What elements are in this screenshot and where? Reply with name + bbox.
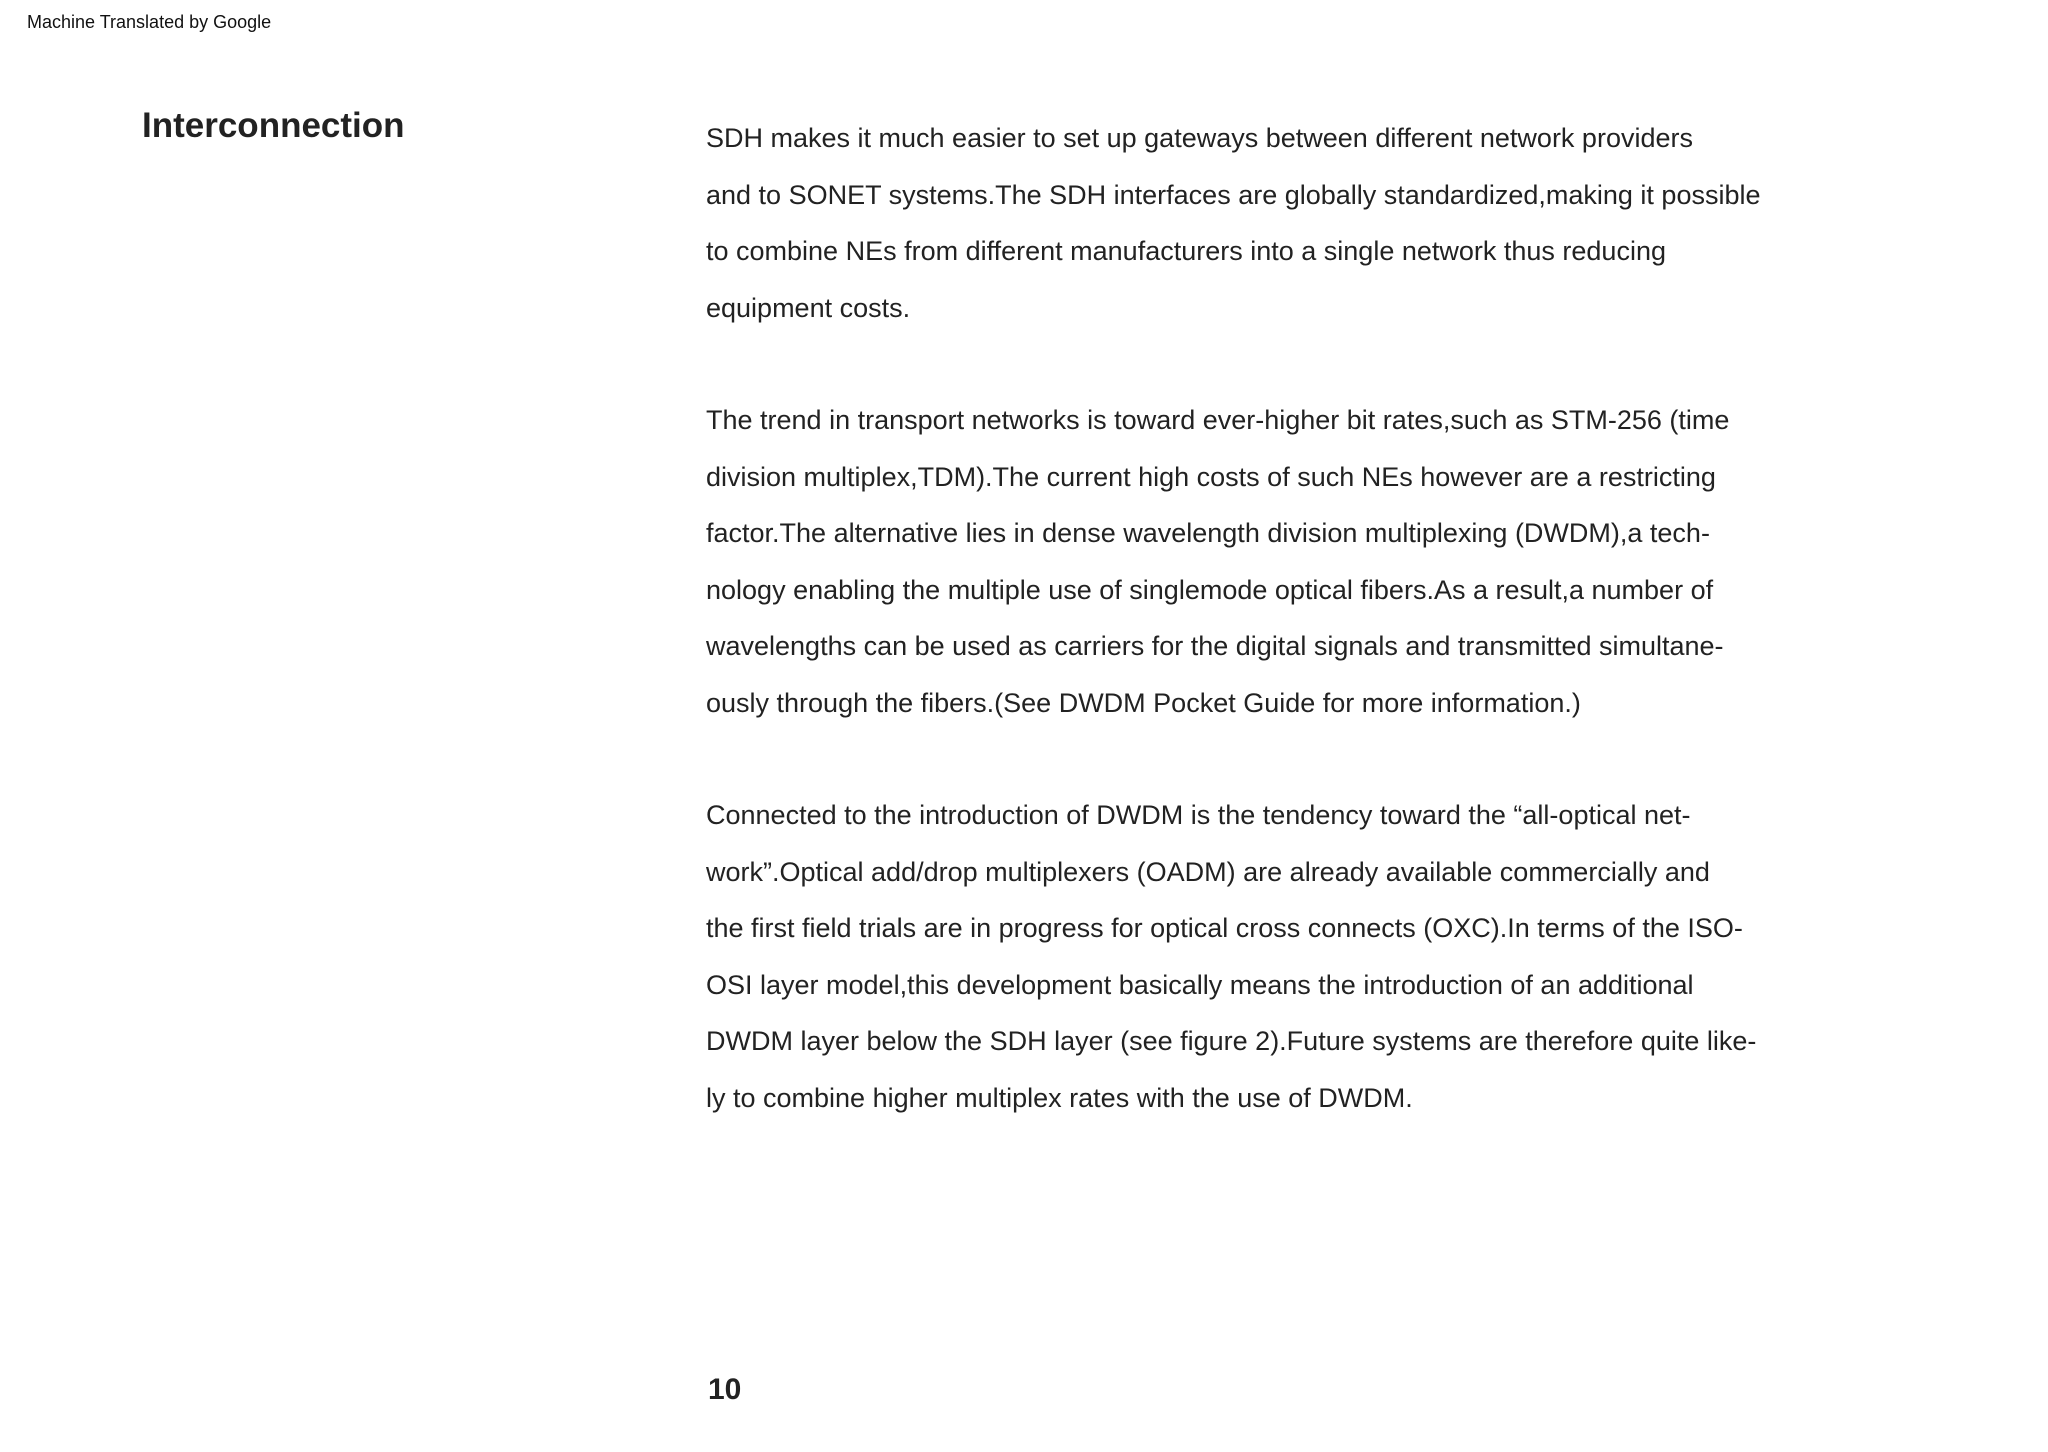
text-line: wavelengths can be used as carriers for the digital signals and transmitted simultane-	[706, 631, 1724, 661]
text-line: to combine NEs from different manufacturers into a single network thus reducing	[706, 236, 1666, 266]
text-line: the first field trials are in progress for optical cross connects (OXC).In terms of the ISO-	[706, 913, 1743, 943]
paragraph-all-optical	[706, 787, 1786, 1126]
text-line: DWDM layer below the SDH layer (see figure 2).Future systems are therefore quite like-	[706, 1026, 1757, 1056]
text-line: equipment costs.	[706, 292, 911, 323]
text-line: ously through the fibers.(See DWDM Pocket Guide for more information.)	[706, 687, 1581, 718]
page-number: 10	[708, 1373, 742, 1406]
text-line: Connected to the introduction of DWDM is the tendency toward the “all-optical net-	[706, 800, 1691, 830]
text-line: The trend in transport networks is toward ever-higher bit rates,such as STM-256 (time	[706, 405, 1730, 435]
text-line: OSI layer model,this development basically means the introduction of an additional	[706, 969, 1694, 1000]
text-line: factor.The alternative lies in dense wavelength division multiplexing (DWDM),a tech-	[706, 518, 1710, 548]
section-heading: Interconnection	[142, 106, 405, 145]
body-text-column	[706, 110, 1786, 1182]
paragraph-gateways	[706, 110, 1786, 336]
text-line: work”.Optical add/drop multiplexers (OADM) are already available commercially and	[706, 856, 1710, 887]
text-line: and to SONET systems.The SDH interfaces are globally standardized,making it possible	[706, 179, 1761, 210]
text-line: division multiplex,TDM).The current high costs of such NEs however are a restricting	[706, 461, 1716, 492]
text-line: nology enabling the multiple use of singlemode optical fibers.As a result,a number of	[706, 574, 1714, 605]
text-line: SDH makes it much easier to set up gateways between different network providers	[706, 123, 1693, 153]
paragraph-dwdm-trend	[706, 392, 1786, 731]
machine-translation-banner: Machine Translated by Google	[27, 12, 272, 32]
text-line: ly to combine higher multiplex rates with the use of DWDM.	[706, 1082, 1413, 1113]
